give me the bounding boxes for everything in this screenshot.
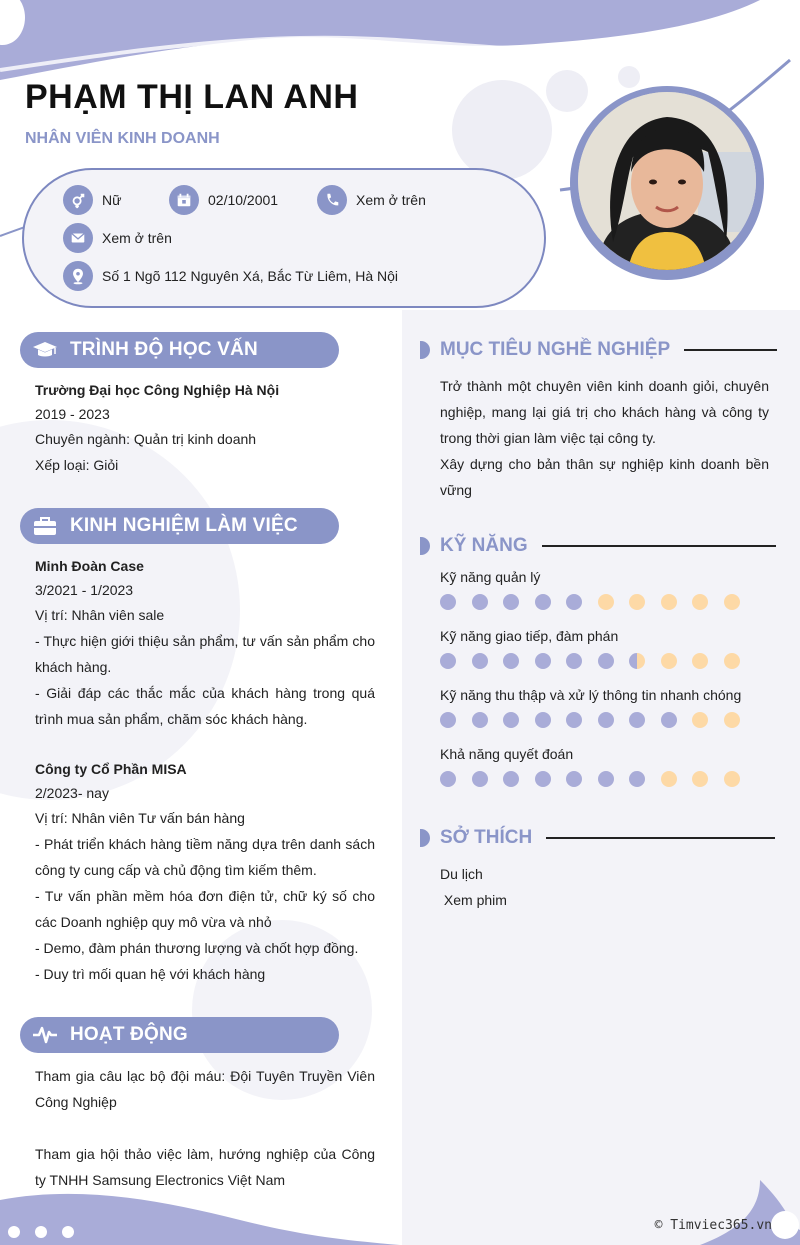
candidate-position: NHÂN VIÊN KINH DOANH bbox=[25, 130, 220, 147]
section-marker bbox=[420, 537, 430, 555]
section-marker bbox=[420, 341, 430, 359]
skill-name: Kỹ năng giao tiếp, đàm phán bbox=[440, 628, 619, 644]
skill-dot bbox=[692, 771, 708, 787]
skill-dot bbox=[535, 594, 551, 610]
graduation-cap-icon bbox=[30, 335, 60, 365]
contact-phone bbox=[317, 185, 426, 215]
skill-dot bbox=[598, 771, 614, 787]
skill-dot bbox=[692, 653, 708, 669]
skill-dot bbox=[724, 653, 740, 669]
job-period: 3/2021 - 1/2023 bbox=[35, 582, 134, 598]
experience-title: KINH NGHIỆM LÀM VIỆC bbox=[70, 515, 298, 536]
section-divider bbox=[542, 545, 776, 547]
email-value[interactable]: Xem ở trên bbox=[102, 230, 172, 246]
job-task: - Tư vấn phần mềm hóa đơn điện tử, chữ ký số cho các Doanh nghiệp quy mô vừa và nhỏ bbox=[35, 888, 375, 930]
objective-section-header bbox=[420, 335, 777, 365]
job-company: Minh Đoàn Case bbox=[35, 558, 144, 574]
objective-paragraph: Xây dựng cho bản thân sự nghiệp kinh doanh bền vững bbox=[440, 456, 769, 498]
mail-icon bbox=[63, 223, 93, 253]
skill-dot bbox=[598, 712, 614, 728]
activity-item: Tham gia hội thảo việc làm, hướng nghiệp của Công ty TNHH Samsung Electronics Việt Nam bbox=[35, 1146, 375, 1188]
skill-dot bbox=[503, 653, 519, 669]
skills-title: KỸ NĂNG bbox=[440, 535, 528, 556]
contact-gender bbox=[63, 185, 121, 215]
skill-dot bbox=[724, 594, 740, 610]
job-task: - Giải đáp các thắc mắc của khách hàng trong quá trình mua sản phẩm, chăm sóc khách hàng. bbox=[35, 685, 375, 727]
education-major: Chuyên ngành: Quản trị kinh doanh bbox=[35, 431, 257, 447]
hobby-item: Xem phim bbox=[440, 892, 507, 908]
skill-dot bbox=[598, 594, 614, 610]
skill-name: Khả năng quyết đoán bbox=[440, 746, 574, 762]
skill-dot bbox=[629, 712, 645, 728]
skill-dot bbox=[472, 594, 488, 610]
contact-address bbox=[63, 261, 398, 291]
skill-name: Kỹ năng quản lý bbox=[440, 569, 541, 585]
skill-dot bbox=[566, 594, 582, 610]
skill-dot bbox=[661, 594, 677, 610]
skill-dot bbox=[503, 771, 519, 787]
birthday-value: 02/10/2001 bbox=[208, 192, 279, 208]
section-divider bbox=[684, 349, 777, 351]
job-company: Công ty Cổ Phần MISA bbox=[35, 761, 187, 777]
skill-dot bbox=[440, 771, 456, 787]
phone-icon bbox=[317, 185, 347, 215]
education-title: TRÌNH ĐỘ HỌC VẤN bbox=[70, 339, 258, 360]
activity-pulse-icon bbox=[30, 1020, 60, 1050]
job-task: - Duy trì mối quan hệ với khách hàng bbox=[35, 966, 266, 982]
skill-dot bbox=[472, 771, 488, 787]
job-role: Vị trí: Nhân viên Tư vấn bán hàng bbox=[35, 810, 245, 826]
objective-title: MỤC TIÊU NGHỀ NGHIỆP bbox=[440, 339, 671, 360]
section-marker bbox=[420, 829, 430, 847]
skill-dot bbox=[440, 594, 456, 610]
education-period: 2019 - 2023 bbox=[35, 406, 110, 422]
skill-dot bbox=[440, 712, 456, 728]
skill-dot bbox=[661, 771, 677, 787]
skill-name: Kỹ năng thu thập và xử lý thông tin nhanh chóng bbox=[440, 687, 742, 703]
decor-circle bbox=[452, 80, 552, 180]
skill-dot bbox=[629, 771, 645, 787]
skill-dot bbox=[598, 653, 614, 669]
contact-email bbox=[63, 223, 172, 253]
activities-section-header bbox=[20, 1017, 339, 1053]
section-divider bbox=[546, 837, 775, 839]
footer-brand[interactable]: © Timviec365.vn bbox=[654, 1218, 772, 1233]
activity-item: Tham gia câu lạc bộ đội máu: Đội Tuyên Truyền Viên Công Nghiệp bbox=[35, 1068, 375, 1110]
decor-circle bbox=[618, 66, 640, 88]
calendar-icon bbox=[169, 185, 199, 215]
candidate-name: PHẠM THỊ LAN ANH bbox=[25, 78, 359, 116]
job-period: 2/2023- nay bbox=[35, 785, 109, 801]
hobbies-section-header bbox=[420, 823, 775, 853]
avatar bbox=[578, 92, 756, 270]
skill-dot bbox=[566, 771, 582, 787]
experience-section-header bbox=[20, 508, 339, 544]
address-value: Số 1 Ngõ 112 Nguyên Xá, Bắc Từ Liêm, Hà Nội bbox=[102, 268, 399, 284]
skill-dot bbox=[692, 594, 708, 610]
skill-dot bbox=[629, 594, 645, 610]
skill-dot bbox=[566, 653, 582, 669]
hobby-item: Du lịch bbox=[440, 866, 483, 882]
skill-dot bbox=[566, 712, 582, 728]
skill-dot bbox=[440, 653, 456, 669]
skill-dot bbox=[535, 653, 551, 669]
contact-birthday bbox=[169, 185, 278, 215]
skill-dot bbox=[629, 653, 645, 669]
briefcase-icon bbox=[30, 511, 60, 541]
hobbies-title: SỞ THÍCH bbox=[440, 827, 533, 848]
objective-paragraph: Trở thành một chuyên viên kinh doanh giỏi, chuyên nghiệp, mang lại giá trị cho khách hàng và công ty trong thời gian làm việc tại công ty. bbox=[440, 378, 769, 446]
education-section-header bbox=[20, 332, 339, 368]
skill-dot bbox=[692, 712, 708, 728]
skill-dot bbox=[503, 712, 519, 728]
skills-section-header bbox=[420, 531, 776, 561]
job-role: Vị trí: Nhân viên sale bbox=[35, 607, 165, 623]
skill-dot bbox=[472, 712, 488, 728]
education-school: Trường Đại học Công Nghiệp Hà Nội bbox=[35, 382, 280, 398]
phone-value[interactable]: Xem ở trên bbox=[356, 192, 426, 208]
gender-value: Nữ bbox=[102, 192, 122, 208]
location-icon bbox=[63, 261, 93, 291]
skill-dot bbox=[535, 712, 551, 728]
skill-dot bbox=[724, 712, 740, 728]
skill-dot bbox=[661, 712, 677, 728]
job-task: - Demo, đàm phán thương lượng và chốt hợp đồng. bbox=[35, 940, 359, 956]
activities-title: HOẠT ĐỘNG bbox=[70, 1024, 188, 1045]
skill-dot bbox=[661, 653, 677, 669]
job-task: - Thực hiện giới thiệu sản phẩm, tư vấn sản phẩm cho khách hàng. bbox=[35, 633, 375, 675]
job-task: - Phát triển khách hàng tiềm năng dựa trên danh sách công ty cung cấp và chủ động tìm kiếm thêm. bbox=[35, 836, 375, 878]
education-grade: Xếp loại: Giỏi bbox=[35, 457, 119, 473]
skill-dot bbox=[724, 771, 740, 787]
skill-dot bbox=[472, 653, 488, 669]
skill-dot bbox=[503, 594, 519, 610]
skill-dot bbox=[535, 771, 551, 787]
decor-circle bbox=[546, 70, 588, 112]
gender-icon bbox=[63, 185, 93, 215]
